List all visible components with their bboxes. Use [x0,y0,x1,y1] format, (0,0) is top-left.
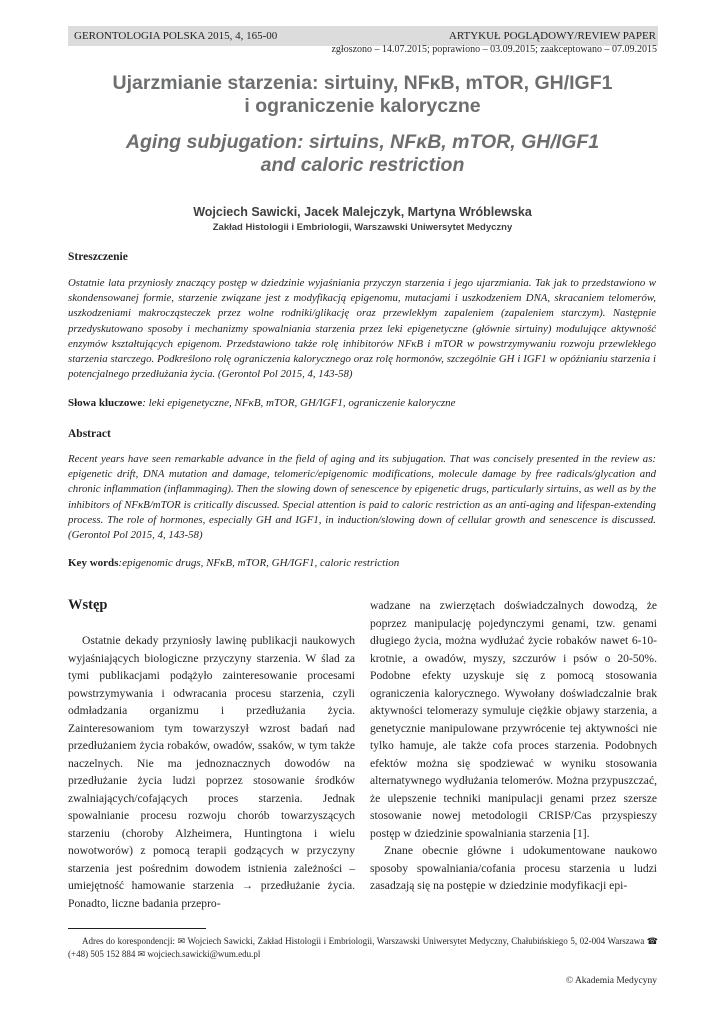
body-column-left [68,632,355,912]
journal-header-bar [68,26,658,46]
key-words-text: :epigenomic drugs, NFκB, mTOR, GH/IGF1, caloric restriction [118,557,400,569]
streszczenie-text: Ostatnie lata przyniosły znaczący postęp w dziedzinie wyjaśniania przyczyn starzenia i jego ujarzmiania. Tak jak to przedstawiono w skondensowanej formie, starzenie związane jest z modyfikacją epigenomu, mutacjami i uszkodzeniem DNA, skracaniem telomerów, uszkodzeniami makrocząsteczek przez wolne rodniki/glikację oraz przewlekłym zapaleniem (zapaleniem starczym). Następnie przedyskutowano sposoby i mechanizmy spowalniania starzenia przez leki epigenetyczne (głównie sirtuiny) modulujące aktywność enzymów kształtujących epigenom. Przedstawiono także rolę inhibitorów NFκB i mTOR w powstrzymywaniu rozwoju przewlekłego starzenia starczego. Podkreślono rolę ograniczenia kalorycznego oraz rolę hormonów, szczególnie GH i IGF1 w opóźnianiu starzenia i potencjalnego przedłużania życia. (Gerontol Pol 2015, 4, 143-58) [68,277,656,381]
title-polish-line1: Ujarzmianie starzenia: sirtuiny, NFκB, mTOR, GH/IGF1 [112,72,613,94]
title-english-line2: and caloric restriction [260,154,465,176]
abstract-text: Recent years have seen remarkable advance in the field of aging and its subjugation. That was concisely presented in the review as: epigenetic drift, DNA mutation and damage, telomeric/epigenomic modifications, molecule damage by free radicals/glycation and chronic inflammation (inflammaging). Then the slowing down of senescence by epigenetic drugs, particularly sirtuins, as well as by the inhibitors of NFκB/mTOR is critically discussed. Special attention is paid to caloric restriction as an anti-aging and lifespan-extending process. The role of hormones, especially GH and IGF1, in induction/slowing down of cellular growth and senescence is discussed. (Gerontol Pol 2015, 4, 143-58) [68,453,656,542]
correspondence-footnote: Adres do korespondencji: ✉ Wojciech Sawicki, Zakład Histologii i Embriologii, Warszawski Uniwersytet Medyczny, Chałubińskiego 5, 02-004 Warszawa ☎ (+48) 505 152 884 ✉ wojciech.sawicki@wum.edu.pl [68,936,658,959]
journal-name: GERONTOLOGIA POLSKA 2015, 4, 165-00 [74,30,278,42]
article-type: ARTYKUŁ POGLĄDOWY/REVIEW PAPER [448,30,656,42]
body-paragraph: Znane obecnie główne i udokumentowane naukowo sposoby spowalniania/cofania procesu starzenia u ludzi zasadzają się na postępie w dziedzinie modyfikacji epi- [370,844,657,892]
copyright: © Akademia Medycyny [565,976,657,986]
body-paragraph: Ostatnie dekady przyniosły lawinę publikacji naukowych wyjaśniających biologiczne przyczyny starzenia. W ślad za tymi publikacjami podążyło zainteresowanie procesami powstrzymywania i odwracania procesu starzenia, czyli odmładzania organizmu i przedłużania życia. Zainteresowaniom tym towarzyszył wzrost badań nad przedłużaniem życia robaków, owadów, ssaków, w tym także naczelnych. Nie ma jednoznacznych dowodów na przedłużanie życia ludzi poprzez stosowanie środków zwalniających/cofających proces starzenia. Jednak spowalnianie procesu rozwoju chorób towarzyszących starzeniu (choroby Alzheimera, Huntingtona i wielu nowotworów) z pomocą terapii godzących w przyczyny starzenia jest pośrednim dowodem istnienia zależności – umiejętność hamowanie starzenia → przedłużanie życia. Ponadto, liczne badania przepro- [68,634,355,910]
streszczenie-heading: Streszczenie [68,251,128,263]
affiliation: Zakład Histologii i Embriologii, Warszawski Uniwersytet Medyczny [212,222,513,233]
title-polish [0,72,725,118]
title-english [0,131,725,177]
body-column-right [370,597,657,895]
slowa-kluczowe [68,397,656,409]
title-polish-line2: i ograniczenie kaloryczne [244,95,481,117]
title-english-line1: Aging subjugation: sirtuins, NFκB, mTOR, GH/IGF1 [125,131,600,153]
body-paragraph: wadzane na zwierzętach doświadczalnych dowodzą, że poprzez manipulację pojedynczymi genami, tzw. genami długiego życia, można wydłużać życie robaków nawet 6-10-krotnie, a owadów, myszy, szczurów i psów o 20-50%. Podobne efekty uzyskuje się z pomocą stosowania ograniczenia kalorycznego. Wywołany doświadczalnie brak aktywności telomerazy symuluje ciężkie objawy starzenia, a genetycznie manipulowane przywrócenie tej aktywności nie tylko hamuje, ale także cofa proces starzenia. Podobnych efektów można się spodziewać w wyniku stosowania alternatywnego wydłużania telomerów. Można przypuszczać, że ulepszenie techniki manipulacji genami przez szersze stosowanie nowej metodologii CRISP/Cas przyspieszy postęp w dziedzinie spowalniania starzenia [1]. [370,599,657,840]
slowa-kluczowe-label: Słowa kluczowe [68,397,143,409]
key-words [68,557,656,569]
footnote-divider [68,928,206,929]
abstract-heading: Abstract [68,428,111,440]
slowa-kluczowe-text: : leki epigenetyczne, NFκB, mTOR, GH/IGF1, ograniczenie kaloryczne [142,397,456,409]
submission-dates: zgłoszono – 14.07.2015; poprawiono – 03.09.2015; zaakceptowano – 07.09.2015 [331,44,657,55]
authors: Wojciech Sawicki, Jacek Malejczyk, Martyna Wróblewska [193,205,532,219]
key-words-label: Key words [68,557,119,569]
section-heading-wstep: Wstęp [68,597,108,613]
